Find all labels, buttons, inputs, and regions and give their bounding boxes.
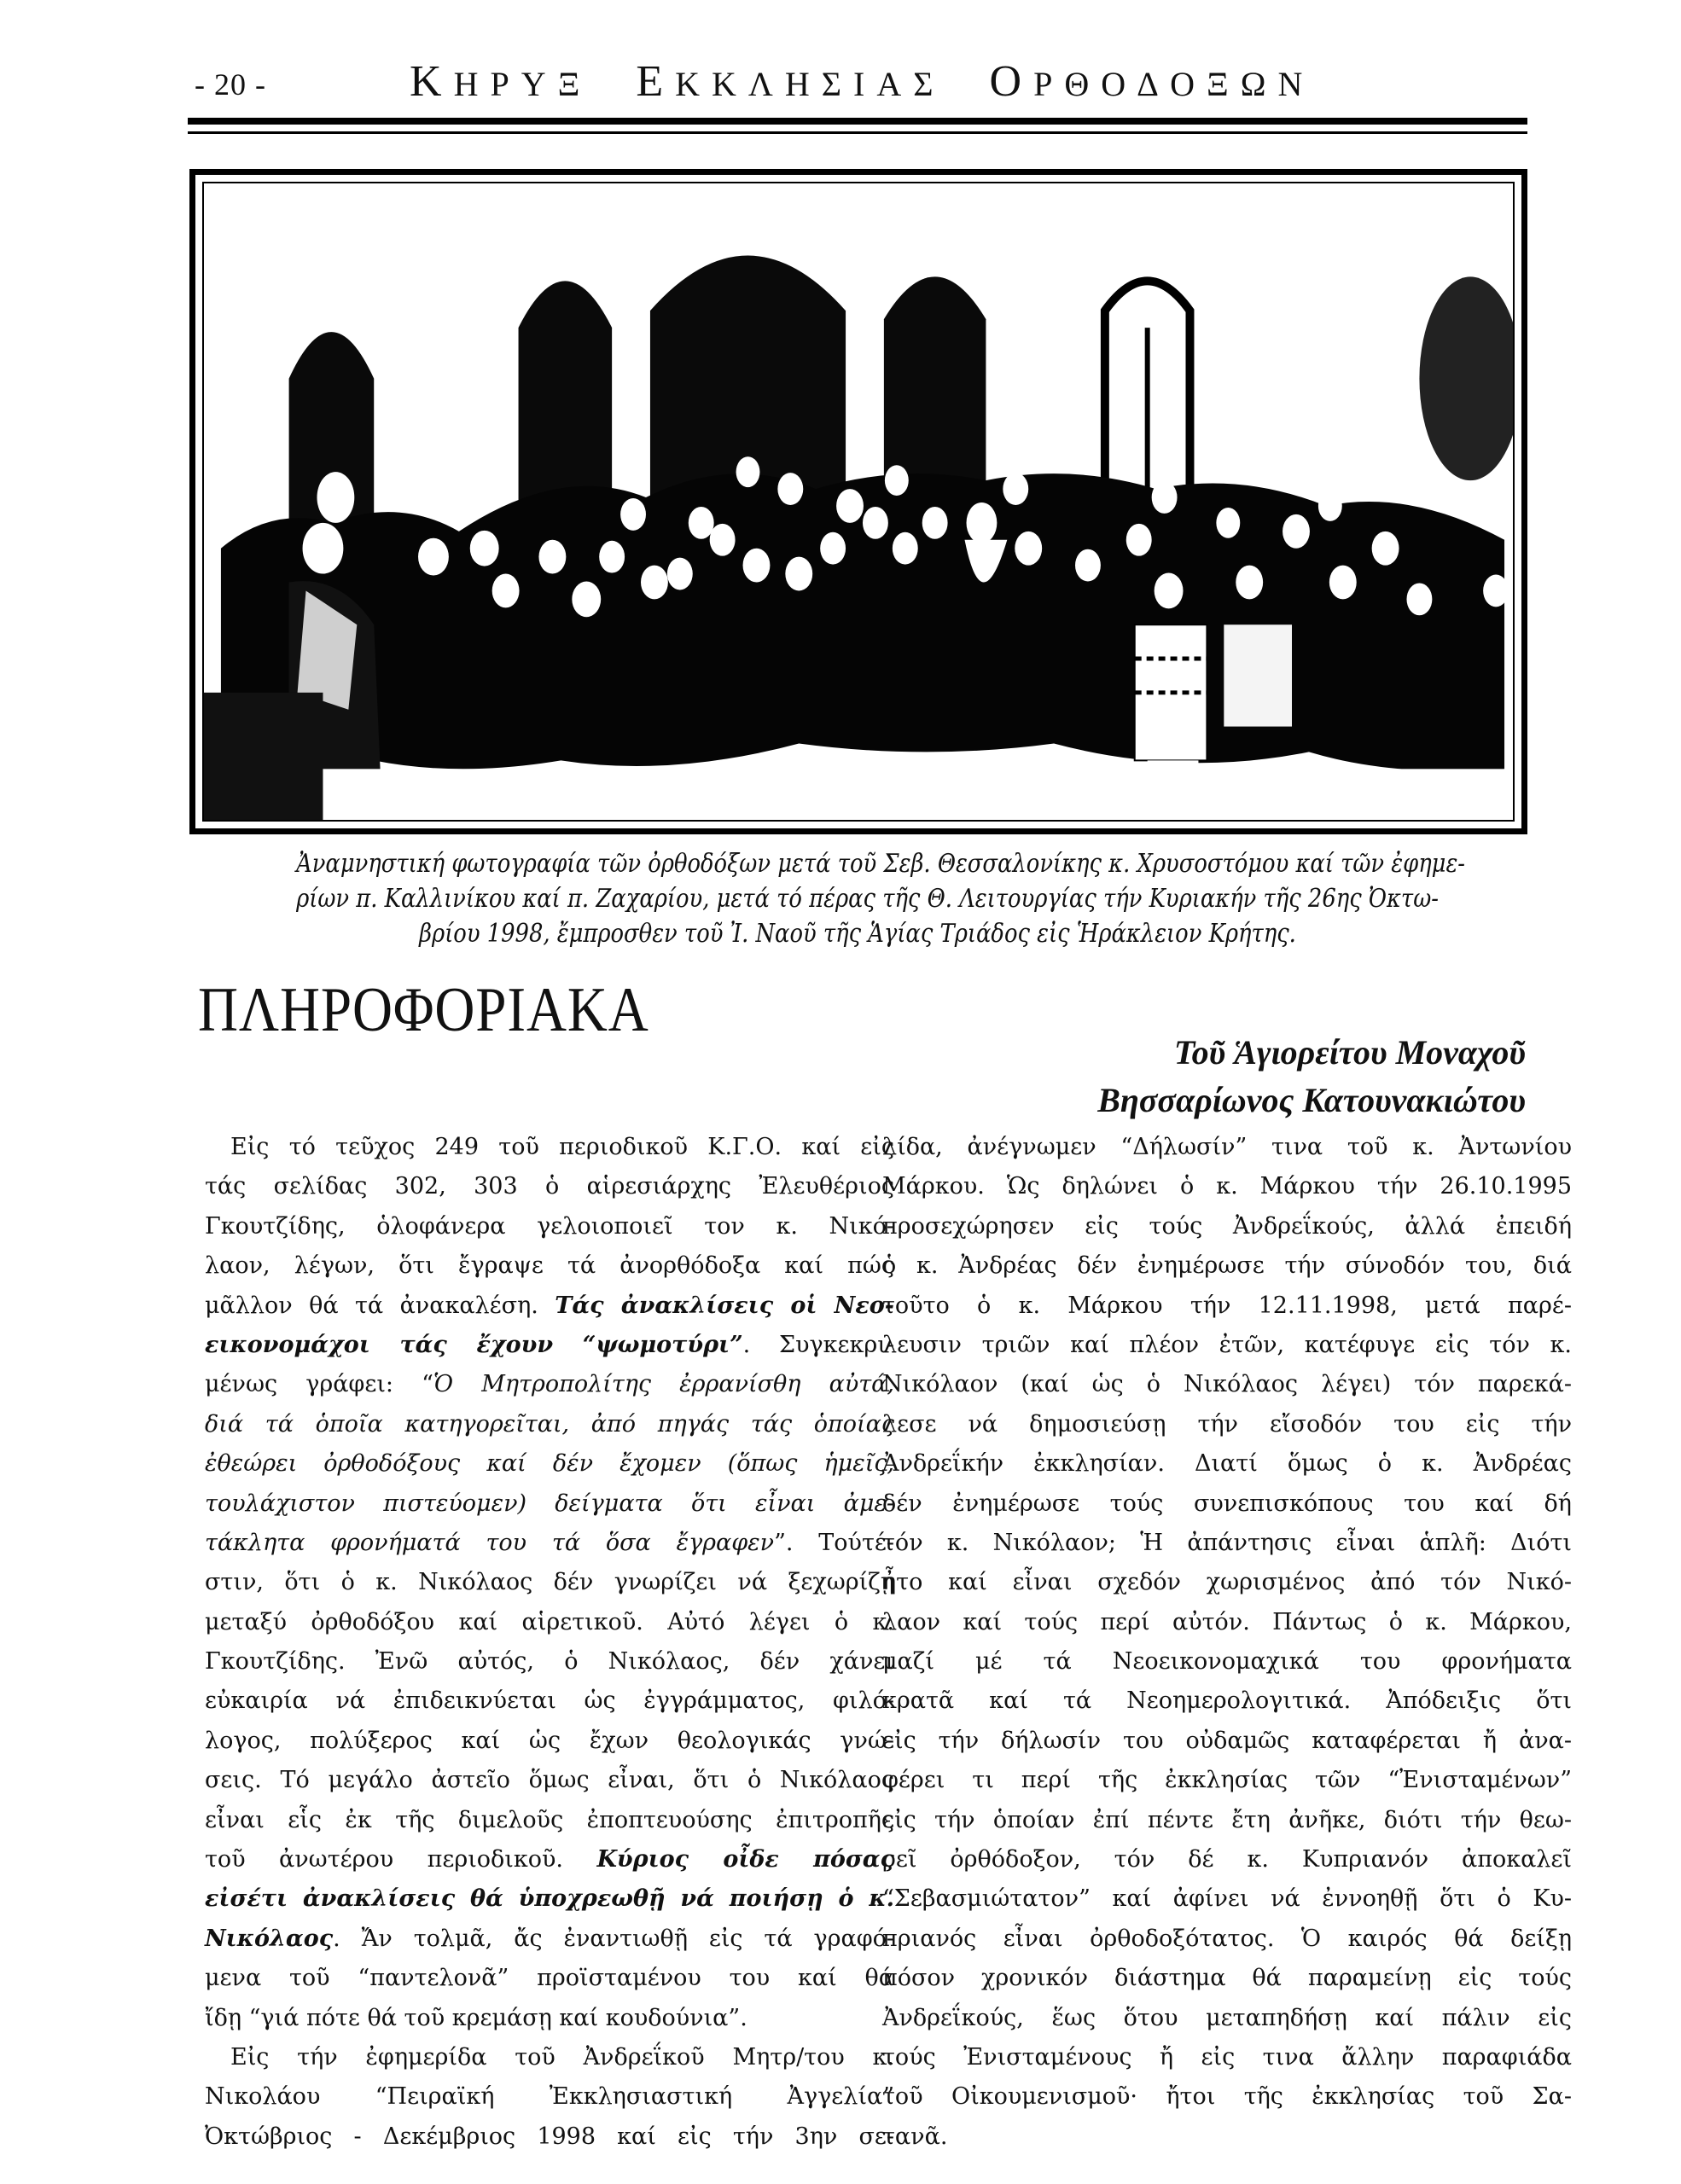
masthead-word bbox=[410, 57, 591, 106]
emphasis-bold-text: Τάς ἀνακλίσεις οἱ Νεο- bbox=[555, 1292, 894, 1319]
text-line: εἰς τήν δήλωσίν του οὐδαμῶς καταφέρεται ἤ ἀνα- bbox=[882, 1727, 1572, 1754]
text-line: Μάρκου. Ὡς δηλώνει ὁ κ. Μάρκου τήν 26.10.1995 bbox=[882, 1173, 1572, 1200]
emphasis-bold-text: εικονομάχοι τάς ἔχουν “ψωμοτύρι” bbox=[205, 1331, 743, 1358]
quoted-italic-text: Ὁ Μητροπολίτης ἐρρανίσθη αὐτά, bbox=[433, 1371, 894, 1398]
text-line: φέρει τι περί τῆς ἐκκλησίας τῶν “Ἐνισταμένων” bbox=[882, 1767, 1572, 1794]
text-line: μεταξύ ὀρθοδόξου καί αἱρετικοῦ. Αὐτό λέγει ὁ κ. bbox=[205, 1608, 894, 1635]
text-line: Ἀνδρεΐκούς, ἕως ὅτου μεταπηδήσῃ καί πάλιν εἰς bbox=[882, 2004, 1572, 2031]
masthead-initial: Ε bbox=[636, 57, 676, 106]
left-column bbox=[205, 1128, 894, 2157]
text-line: Εἰς τήν ἐφημερίδα τοῦ Ἀνδρεΐκοῦ Μητρ/του κ. bbox=[230, 2043, 894, 2071]
text-line: λευσιν τριῶν καί πλέον ἐτῶν, κατέφυγε εἰς τόν κ. bbox=[882, 1331, 1572, 1358]
caption-line: ρίων π. Καλλινίκου καί π. Ζαχαρίου, μετά τό πέρας τῆς Θ. Λειτουργίας τήν Κυριακήν τῆς 26ης Ὀκτω- bbox=[296, 884, 1439, 914]
text-line: Εἰς τό τεῦχος 249 τοῦ περιοδικοῦ Κ.Γ.Ο. καί εἰς bbox=[230, 1134, 894, 1160]
text-line: τάς σελίδας 302, 303 ὁ αἱρεσιάρχης Ἐλευθέριος bbox=[205, 1173, 894, 1200]
text-run: . Συγκεκρι- bbox=[742, 1331, 894, 1358]
text-line: εἰς τήν ὁποίαν ἐπί πέντε ἔτη ἀνῆκε, διότι τήν θεω- bbox=[882, 1806, 1572, 1833]
text-line: ὁ κ. Ἀνδρέας δέν ἐνημέρωσε τήν σύνοδόν του, διά bbox=[882, 1252, 1572, 1280]
text-line: ἐθεώρει ὀρθοδόξους καί δέν ἔχομεν (ὅπως ἡμεῖς, bbox=[205, 1450, 894, 1478]
text-line: μαζί μέ τά Νεοεικονομαχικά του φρονήματα bbox=[882, 1648, 1572, 1676]
text-line: προσεχώρησεν εἰς τούς Ἀνδρεΐκούς, ἀλλά ἐπειδή bbox=[882, 1212, 1572, 1240]
text-line: λαον καί τούς περί αὐτόν. Πάντως ὁ κ. Μάρκου, bbox=[882, 1608, 1572, 1635]
photo-frame bbox=[189, 169, 1527, 834]
group-photo-illustration bbox=[204, 183, 1513, 820]
text-line: τουλάχιστον πιστεύομεν) δείγματα ὅτι εἶναι ἀμε- bbox=[205, 1490, 894, 1517]
text-line: ἴδῃ “γιά πότε θά τοῦ κρεμάσῃ καί κουδούνια”. bbox=[205, 2004, 747, 2031]
caption-line: βρίου 1998, ἔμπροσθεν τοῦ Ἰ. Ναοῦ τῆς Ἁγίας Τριάδος εἰς Ἡράκλειον Κρήτης. bbox=[419, 919, 1296, 949]
text-line: κρατᾶ καί τά Νεοημερολογιτικά. Ἀπόδειξις ὅτι bbox=[882, 1687, 1572, 1715]
text-line: Γκουτζίδης, ὁλοφάνερα γελοιοποιεῖ τον κ. Νικό- bbox=[205, 1212, 894, 1240]
text-line: λίδα, ἀνέγνωμεν “Δήλωσίν” τινα τοῦ κ. Ἀντωνίου bbox=[882, 1134, 1572, 1160]
text-line bbox=[205, 1524, 894, 1563]
text-line: λεσε νά δημοσιεύσῃ τήν εἴσοδόν του εἰς τήν bbox=[882, 1410, 1572, 1438]
text-line: Νικόλαον (καί ὡς ὁ Νικόλαος λέγει) τόν παρεκά- bbox=[882, 1371, 1572, 1398]
text-line: διά τά ὁποῖα κατηγορεῖται, ἀπό πηγάς τάς ὁποίας bbox=[205, 1410, 894, 1438]
text-line: εὐκαιρία νά ἐπιδεικνύεται ὡς ἐγγράμματος, φιλό- bbox=[205, 1687, 894, 1715]
masthead-word bbox=[636, 57, 945, 106]
emphasis-bold-text: Κύριος οἶδε πόσας bbox=[596, 1846, 894, 1873]
text-line: σεις. Τό μεγάλο ἀστεῖο ὅμως εἶναι, ὅτι ὁ Νικόλαος bbox=[205, 1767, 894, 1794]
text-line: πριανός εἶναι ὀρθοδοξότατος. Ὁ καιρός θά δείξῃ bbox=[882, 1925, 1572, 1952]
byline-line: Βησσαρίωνος Κατουνακιώτου bbox=[1097, 1081, 1526, 1119]
caption-line: Ἀναμνηστική φωτογραφία τῶν ὀρθοδόξων μετά τοῦ Σεβ. Θεσσαλονίκης κ. Χρυσοστόμου καί τῶν ἐφημε- bbox=[296, 849, 1466, 879]
text-line: στιν, ὅτι ὁ κ. Νικόλαος δέν γνωρίζει νά ξεχωρίζῃ bbox=[205, 1569, 894, 1596]
text-line bbox=[205, 1287, 894, 1326]
section-title: ΠΛΗΡΟΦΟΡΙΑΚΑ bbox=[198, 975, 649, 1045]
masthead-initial: Κ bbox=[410, 57, 454, 106]
text-line: τοῦ Οἰκουμενισμοῦ· ἤτοι τῆς ἐκκλησίας τοῦ Σα- bbox=[882, 2083, 1572, 2111]
text-line: δέν ἐνημέρωσε τούς συνεπισκόπους του καί δή bbox=[882, 1490, 1572, 1517]
text-line: μενα τοῦ “παντελονᾶ” προϊσταμένου του καί θά bbox=[205, 1965, 894, 1992]
masthead-word bbox=[990, 57, 1315, 106]
header-rule-thick bbox=[188, 118, 1527, 125]
group-photo bbox=[202, 182, 1515, 822]
text-line: πόσον χρονικόν διάστημα θά παραμείνῃ εἰς τούς bbox=[882, 1965, 1572, 1992]
text-line: ρεῖ ὀρθόδοξον, τόν δέ κ. Κυπριανόν ἀποκαλεῖ bbox=[882, 1846, 1572, 1873]
text-line: Ὀκτώβριος - Δεκέμβριος 1998 καί εἰς τήν 3ην σε- bbox=[205, 2123, 894, 2150]
text-line: “Σεβασμιώτατον” καί ἀφίνει νά ἐννοηθῇ ὅτι ὁ Κυ- bbox=[882, 1885, 1572, 1913]
text-line: λαον, λέγων, ὅτι ἔγραψε τά ἀνορθόδοξα καί πώς bbox=[205, 1252, 894, 1280]
text-line bbox=[205, 1326, 894, 1365]
quoted-italic-text: τάκλητα φρονήματά του τά ὅσα ἔγραφεν bbox=[205, 1529, 775, 1556]
text-line bbox=[205, 1920, 894, 1959]
masthead-title bbox=[410, 56, 1519, 107]
masthead-rest: ΗΡΥΞ bbox=[453, 65, 592, 103]
photo-caption bbox=[296, 846, 1466, 951]
light-shirt bbox=[1224, 624, 1292, 726]
text-run: τοῦ ἀνωτέρου περιοδικοῦ. bbox=[205, 1846, 597, 1873]
text-line bbox=[205, 1840, 894, 1879]
masthead-rest: ΡΘΟΔΟΞΩΝ bbox=[1033, 65, 1315, 103]
text-line: τοῦτο ὁ κ. Μάρκου τήν 12.11.1998, μετά παρέ- bbox=[882, 1292, 1572, 1319]
text-line: εἰσέτι ἀνακλίσεις θά ὑποχρεωθῇ νά ποιήσῃ ὁ κ. bbox=[205, 1885, 894, 1913]
header-rule-thin bbox=[188, 131, 1527, 134]
text-line: Νικολάου “Πειραϊκή Ἐκκλησιαστική Ἀγγελία” bbox=[205, 2083, 894, 2111]
masthead-rest: ΚΚΛΗΣΙΑΣ bbox=[675, 65, 945, 103]
text-line: τούς Ἐνισταμένους ἤ εἰς τινα ἄλλην παραφιάδα bbox=[882, 2043, 1572, 2071]
right-column bbox=[882, 1128, 1572, 2157]
text-line: τανᾶ. bbox=[882, 2123, 948, 2150]
text-run: μᾶλλον θά τά ἀνακαλέση. bbox=[205, 1292, 555, 1319]
author-byline bbox=[1097, 1029, 1526, 1124]
text-line: εἶναι εἷς ἐκ τῆς διμελοῦς ἐποπτευούσης ἐπιτροπῆς bbox=[205, 1806, 894, 1833]
text-line: τόν κ. Νικόλαον; Ἡ ἀπάντησις εἶναι ἁπλῆ: Διότι bbox=[882, 1529, 1572, 1556]
text-run: ”. Τούτέ- bbox=[774, 1529, 894, 1556]
masthead-initial: Ο bbox=[989, 57, 1034, 106]
text-line: λογος, πολύξερος καί ὡς ἔχων θεολογικάς γνώ- bbox=[205, 1727, 894, 1754]
text-line: Γκουτζίδης. Ἐνῶ αὐτός, ὁ Νικόλαος, δέν χάνει bbox=[205, 1648, 894, 1676]
text-run: . Ἄν τολμᾶ, ἄς ἐναντιωθῇ εἰς τά γραφό- bbox=[333, 1925, 894, 1952]
text-line: Ἀνδρεΐκήν ἐκκλησίαν. Διατί ὅμως ὁ κ. Ἀνδρέας bbox=[882, 1450, 1572, 1478]
page-number: - 20 - bbox=[195, 67, 266, 102]
emphasis-bold-text: Νικόλαος bbox=[205, 1925, 334, 1952]
byline-line: Τοῦ Ἁγιορείτου Μοναχοῦ bbox=[1173, 1033, 1526, 1072]
text-line bbox=[205, 1365, 894, 1404]
text-line: ἦτο καί εἶναι σχεδόν χωρισμένος ἀπό τόν Νικό- bbox=[882, 1569, 1572, 1596]
text-run: μένως γράφει: “ bbox=[205, 1371, 433, 1398]
